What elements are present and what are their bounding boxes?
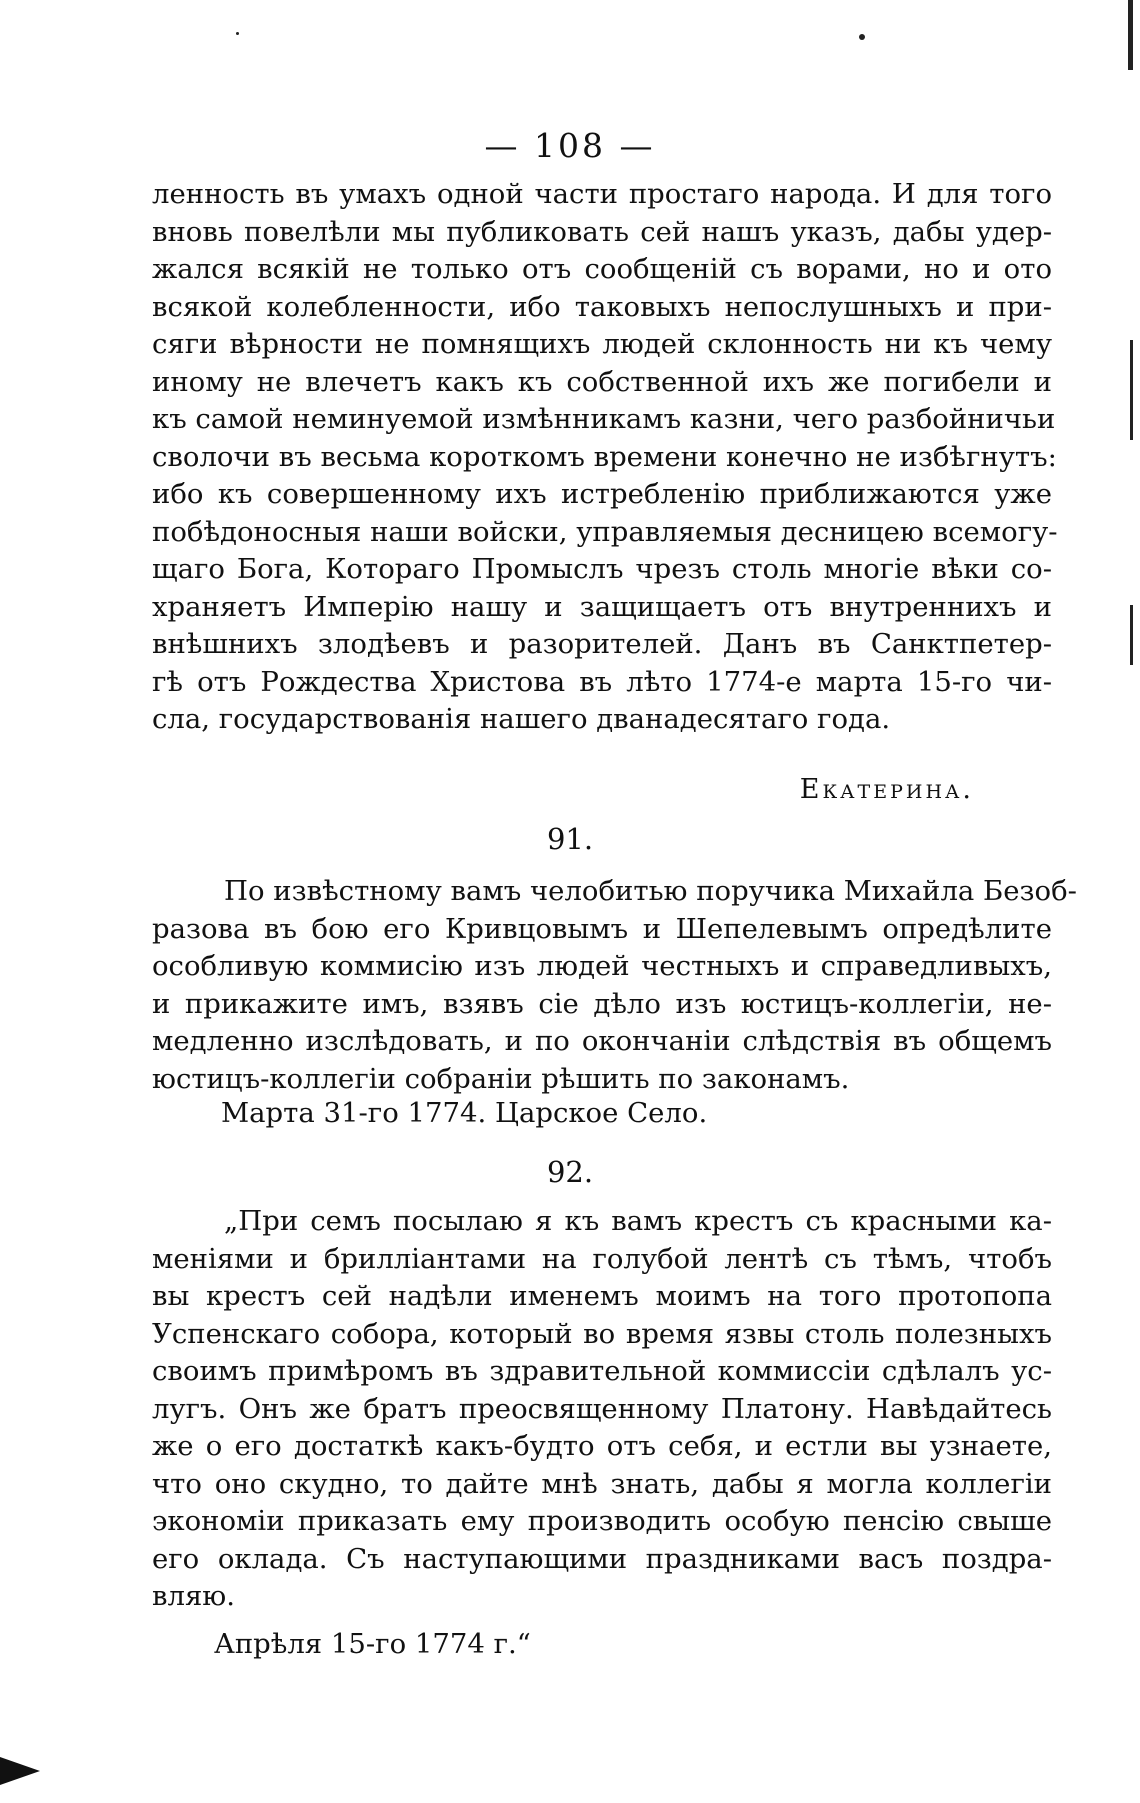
decree-91-line: По извѣстному вамъ челобитью поручика Михайла Безоб- bbox=[224, 875, 1077, 907]
decree-92-line: меніями и брилліантами на голубой лентѣ съ тѣмъ, чтобъ bbox=[152, 1242, 1052, 1275]
decree-90-line: внѣшнихъ злодѣевъ и разорителей. Данъ въ Санктпетер- bbox=[152, 628, 1052, 660]
decree-90-line: жался всякій не только отъ сообщеній съ ворами, но и ото bbox=[152, 253, 1052, 285]
decree-91-date: Марта 31-го 1774. Царское Село. bbox=[221, 1097, 708, 1129]
decree-91-line: особливую коммисію изъ людей честныхъ и справедливыхъ, bbox=[152, 950, 1052, 982]
decree-90-line: побѣдоносныя наши войски, управляемыя десницею всемогу- bbox=[152, 515, 1058, 548]
decree-92-line: лугъ. Онъ же братъ преосвященному Платону. Навѣдайтесь bbox=[152, 1392, 1052, 1425]
decree-90-line: иному не влечетъ какъ къ собственной ихъ же погибели и bbox=[152, 365, 1052, 398]
scan-margin-rule-top bbox=[1128, 0, 1133, 70]
decree-90-text bbox=[152, 176, 1058, 739]
scan-margin-rule-mid bbox=[1130, 340, 1133, 440]
decree-90-line: гѣ отъ Рождества Христова въ лѣто 1774-е марта 15-го чи- bbox=[152, 665, 1052, 698]
decree-92-date: Апрѣля 15-го 1774 г.“ bbox=[214, 1628, 531, 1660]
decree-90-line: сволочи въ весьма короткомъ времени конечно не избѣгнутъ: bbox=[152, 440, 1057, 473]
decree-90-line: сла, государствованія нашего дванадесятаго года. bbox=[152, 703, 891, 735]
decree-90-line: щаго Бога, Котораго Промыслъ чрезъ столь многіе вѣки со- bbox=[152, 553, 1052, 585]
page-number: — 108 — bbox=[484, 126, 656, 165]
decree-92-line: экономіи приказать ему производить особую пенсію свыше bbox=[152, 1505, 1052, 1537]
decree-92-number: 92. bbox=[546, 1155, 594, 1189]
decree-91-number: 91. bbox=[546, 822, 594, 856]
decree-92-line: вляю. bbox=[152, 1580, 235, 1612]
decree-91-line: юстицъ-коллегіи собраніи рѣшить по законамъ. bbox=[152, 1062, 850, 1095]
decree-90-line: храняетъ Имперію нашу и защищаетъ отъ внутреннихъ и bbox=[152, 590, 1052, 623]
decree-92-line: вы крестъ сей надѣли именемъ моимъ на того протопопа bbox=[152, 1280, 1052, 1312]
decree-90-line: ленность въ умахъ одной части простаго народа. И для того bbox=[152, 178, 1052, 210]
decree-92-line: своимъ примѣромъ въ здравительной коммиссіи сдѣлалъ ус- bbox=[152, 1355, 1052, 1387]
decree-92-line: „При семъ посылаю я къ вамъ крестъ съ красными ка- bbox=[224, 1205, 1052, 1237]
decree-92-line: Успенскаго собора, который во время язвы столь полезныхъ bbox=[152, 1317, 1052, 1350]
decree-91-line: медленно изслѣдовать, и по окончаніи слѣдствія въ общемъ bbox=[152, 1025, 1052, 1057]
signature: Екатерина. bbox=[799, 774, 974, 805]
decree-90-line: ибо къ совершенному ихъ истребленію приближаются уже bbox=[152, 478, 1052, 510]
decree-92-line: его оклада. Съ наступающими праздниками васъ поздра- bbox=[152, 1542, 1052, 1575]
scan-margin-rule-low bbox=[1130, 605, 1133, 665]
scan-speck bbox=[859, 34, 865, 40]
decree-92-text bbox=[152, 1203, 1052, 1616]
decree-90-line: вновь повелѣли мы публиковать сей нашъ указъ, дабы удер- bbox=[152, 215, 1052, 248]
decree-90-line: сяги вѣрности не помнящихъ людей склонность ни къ чему bbox=[152, 328, 1052, 360]
decree-90-line: къ самой неминуемой измѣнникамъ казни, чего разбойничьи bbox=[152, 403, 1056, 435]
decree-92-line: же о его достаткѣ какъ-будто отъ себя, и естли вы узнаете, bbox=[152, 1430, 1052, 1462]
decree-91-line: разова въ бою его Кривцовымъ и Шепелевымъ опредѣлите bbox=[152, 912, 1052, 945]
decree-91-text bbox=[152, 873, 1077, 1098]
decree-91-line: и прикажите имъ, взявъ сіе дѣло изъ юстицъ-коллегіи, не- bbox=[152, 987, 1052, 1020]
decree-92-line: что оно скудно, то дайте мнѣ знать, дабы я могла коллегіи bbox=[152, 1467, 1052, 1500]
scan-speck bbox=[236, 32, 239, 35]
decree-90-line: всякой колебленности, ибо таковыхъ непослушныхъ и при- bbox=[152, 290, 1052, 323]
scan-corner-mark bbox=[0, 1757, 40, 1785]
